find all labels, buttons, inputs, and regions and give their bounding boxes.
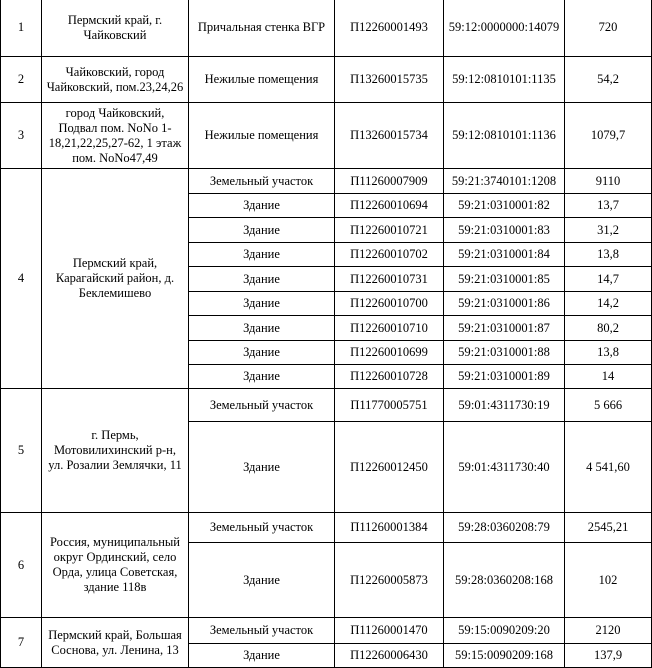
address-cell: Чайковский, город Чайковский, пом.23,24,26 (42, 57, 189, 103)
area-cell: 1079,7 (565, 103, 652, 169)
cadastral-number-cell: 59:21:0310001:84 (444, 243, 565, 267)
object-type-cell: Здание (189, 194, 335, 218)
area-cell: 31,2 (565, 218, 652, 243)
area-cell: 102 (565, 543, 652, 618)
object-type-cell: Здание (189, 644, 335, 668)
object-type-cell: Земельный участок (189, 169, 335, 194)
object-type-cell: Здание (189, 341, 335, 365)
registry-id-cell: П11260001470 (335, 618, 444, 644)
object-type-cell: Здание (189, 316, 335, 341)
cadastral-number-cell: 59:21:0310001:82 (444, 194, 565, 218)
area-cell: 14 (565, 365, 652, 389)
object-type-cell: Здание (189, 543, 335, 618)
table-row (1, 57, 652, 103)
area-cell: 13,7 (565, 194, 652, 218)
cadastral-number-cell: 59:01:4311730:40 (444, 422, 565, 513)
registry-id-cell: П12260010721 (335, 218, 444, 243)
area-cell: 14,2 (565, 292, 652, 316)
cadastral-number-cell: 59:15:0090209:20 (444, 618, 565, 644)
area-cell: 2545,21 (565, 513, 652, 543)
address-cell: Россия, муниципальный округ Ординский, село Орда, улица Советская, здание 118в (42, 513, 189, 618)
area-cell: 13,8 (565, 341, 652, 365)
object-type-cell: Здание (189, 365, 335, 389)
cadastral-number-cell: 59:21:0310001:87 (444, 316, 565, 341)
registry-id-cell: П11770005751 (335, 389, 444, 422)
row-number-cell: 3 (1, 103, 42, 169)
cadastral-number-cell: 59:21:0310001:86 (444, 292, 565, 316)
address-cell: город Чайковский, Подвал пом. NoNo 1-18,21,22,25,27-62, 1 этаж пом. NoNo47,49 (42, 103, 189, 169)
cadastral-number-cell: 59:21:0310001:88 (444, 341, 565, 365)
object-type-cell: Здание (189, 243, 335, 267)
cadastral-number-cell: 59:12:0810101:1136 (444, 103, 565, 169)
area-cell: 14,7 (565, 267, 652, 292)
object-type-cell: Нежилые помещения (189, 57, 335, 103)
registry-id-cell: П12260010699 (335, 341, 444, 365)
object-type-cell: Здание (189, 292, 335, 316)
address-cell: Пермский край, Карагайский район, д. Беклемишево (42, 169, 189, 389)
object-type-cell: Земельный участок (189, 513, 335, 543)
registry-id-cell: П12260012450 (335, 422, 444, 513)
area-cell: 54,2 (565, 57, 652, 103)
registry-id-cell: П12260010710 (335, 316, 444, 341)
table-row (1, 618, 652, 644)
table-row (1, 103, 652, 169)
row-number-cell: 5 (1, 389, 42, 513)
cadastral-number-cell: 59:21:3740101:1208 (444, 169, 565, 194)
object-type-cell: Здание (189, 422, 335, 513)
row-number-cell: 4 (1, 169, 42, 389)
registry-id-cell: П12260010700 (335, 292, 444, 316)
cadastral-number-cell: 59:21:0310001:85 (444, 267, 565, 292)
area-cell: 4 541,60 (565, 422, 652, 513)
registry-id-cell: П12260006430 (335, 644, 444, 668)
registry-id-cell: П12260001493 (335, 0, 444, 57)
area-cell: 80,2 (565, 316, 652, 341)
area-cell: 9110 (565, 169, 652, 194)
cadastral-number-cell: 59:12:0810101:1135 (444, 57, 565, 103)
row-number-cell: 2 (1, 57, 42, 103)
cadastral-number-cell: 59:15:0090209:168 (444, 644, 565, 668)
row-number-cell: 6 (1, 513, 42, 618)
registry-id-cell: П12260010702 (335, 243, 444, 267)
registry-id-cell: П12260010728 (335, 365, 444, 389)
row-number-cell: 7 (1, 618, 42, 668)
registry-id-cell: П12260005873 (335, 543, 444, 618)
registry-id-cell: П13260015735 (335, 57, 444, 103)
cadastral-number-cell: 59:12:0000000:14079 (444, 0, 565, 57)
registry-id-cell: П11260007909 (335, 169, 444, 194)
cadastral-number-cell: 59:21:0310001:89 (444, 365, 565, 389)
object-type-cell: Нежилые помещения (189, 103, 335, 169)
registry-id-cell: П12260010694 (335, 194, 444, 218)
area-cell: 137,9 (565, 644, 652, 668)
cadastral-number-cell: 59:28:0360208:79 (444, 513, 565, 543)
object-type-cell: Причальная стенка ВГР (189, 0, 335, 57)
address-cell: Пермский край, Большая Соснова, ул. Ленина, 13 (42, 618, 189, 668)
cadastral-number-cell: 59:01:4311730:19 (444, 389, 565, 422)
object-type-cell: Земельный участок (189, 389, 335, 422)
address-cell: Пермский край, г. Чайковский (42, 0, 189, 57)
object-type-cell: Здание (189, 267, 335, 292)
table-row (1, 513, 652, 543)
row-number-cell: 1 (1, 0, 42, 57)
cadastral-number-cell: 59:28:0360208:168 (444, 543, 565, 618)
table-row (1, 169, 652, 194)
cadastral-number-cell: 59:21:0310001:83 (444, 218, 565, 243)
object-type-cell: Земельный участок (189, 618, 335, 644)
area-cell: 2120 (565, 618, 652, 644)
table-row (1, 0, 652, 57)
table-row (1, 389, 652, 422)
address-cell: г. Пермь, Мотовилихинский р-н, ул. Розалии Землячки, 11 (42, 389, 189, 513)
area-cell: 13,8 (565, 243, 652, 267)
registry-id-cell: П12260010731 (335, 267, 444, 292)
area-cell: 5 666 (565, 389, 652, 422)
area-cell: 720 (565, 0, 652, 57)
registry-id-cell: П11260001384 (335, 513, 444, 543)
object-type-cell: Здание (189, 218, 335, 243)
registry-id-cell: П13260015734 (335, 103, 444, 169)
